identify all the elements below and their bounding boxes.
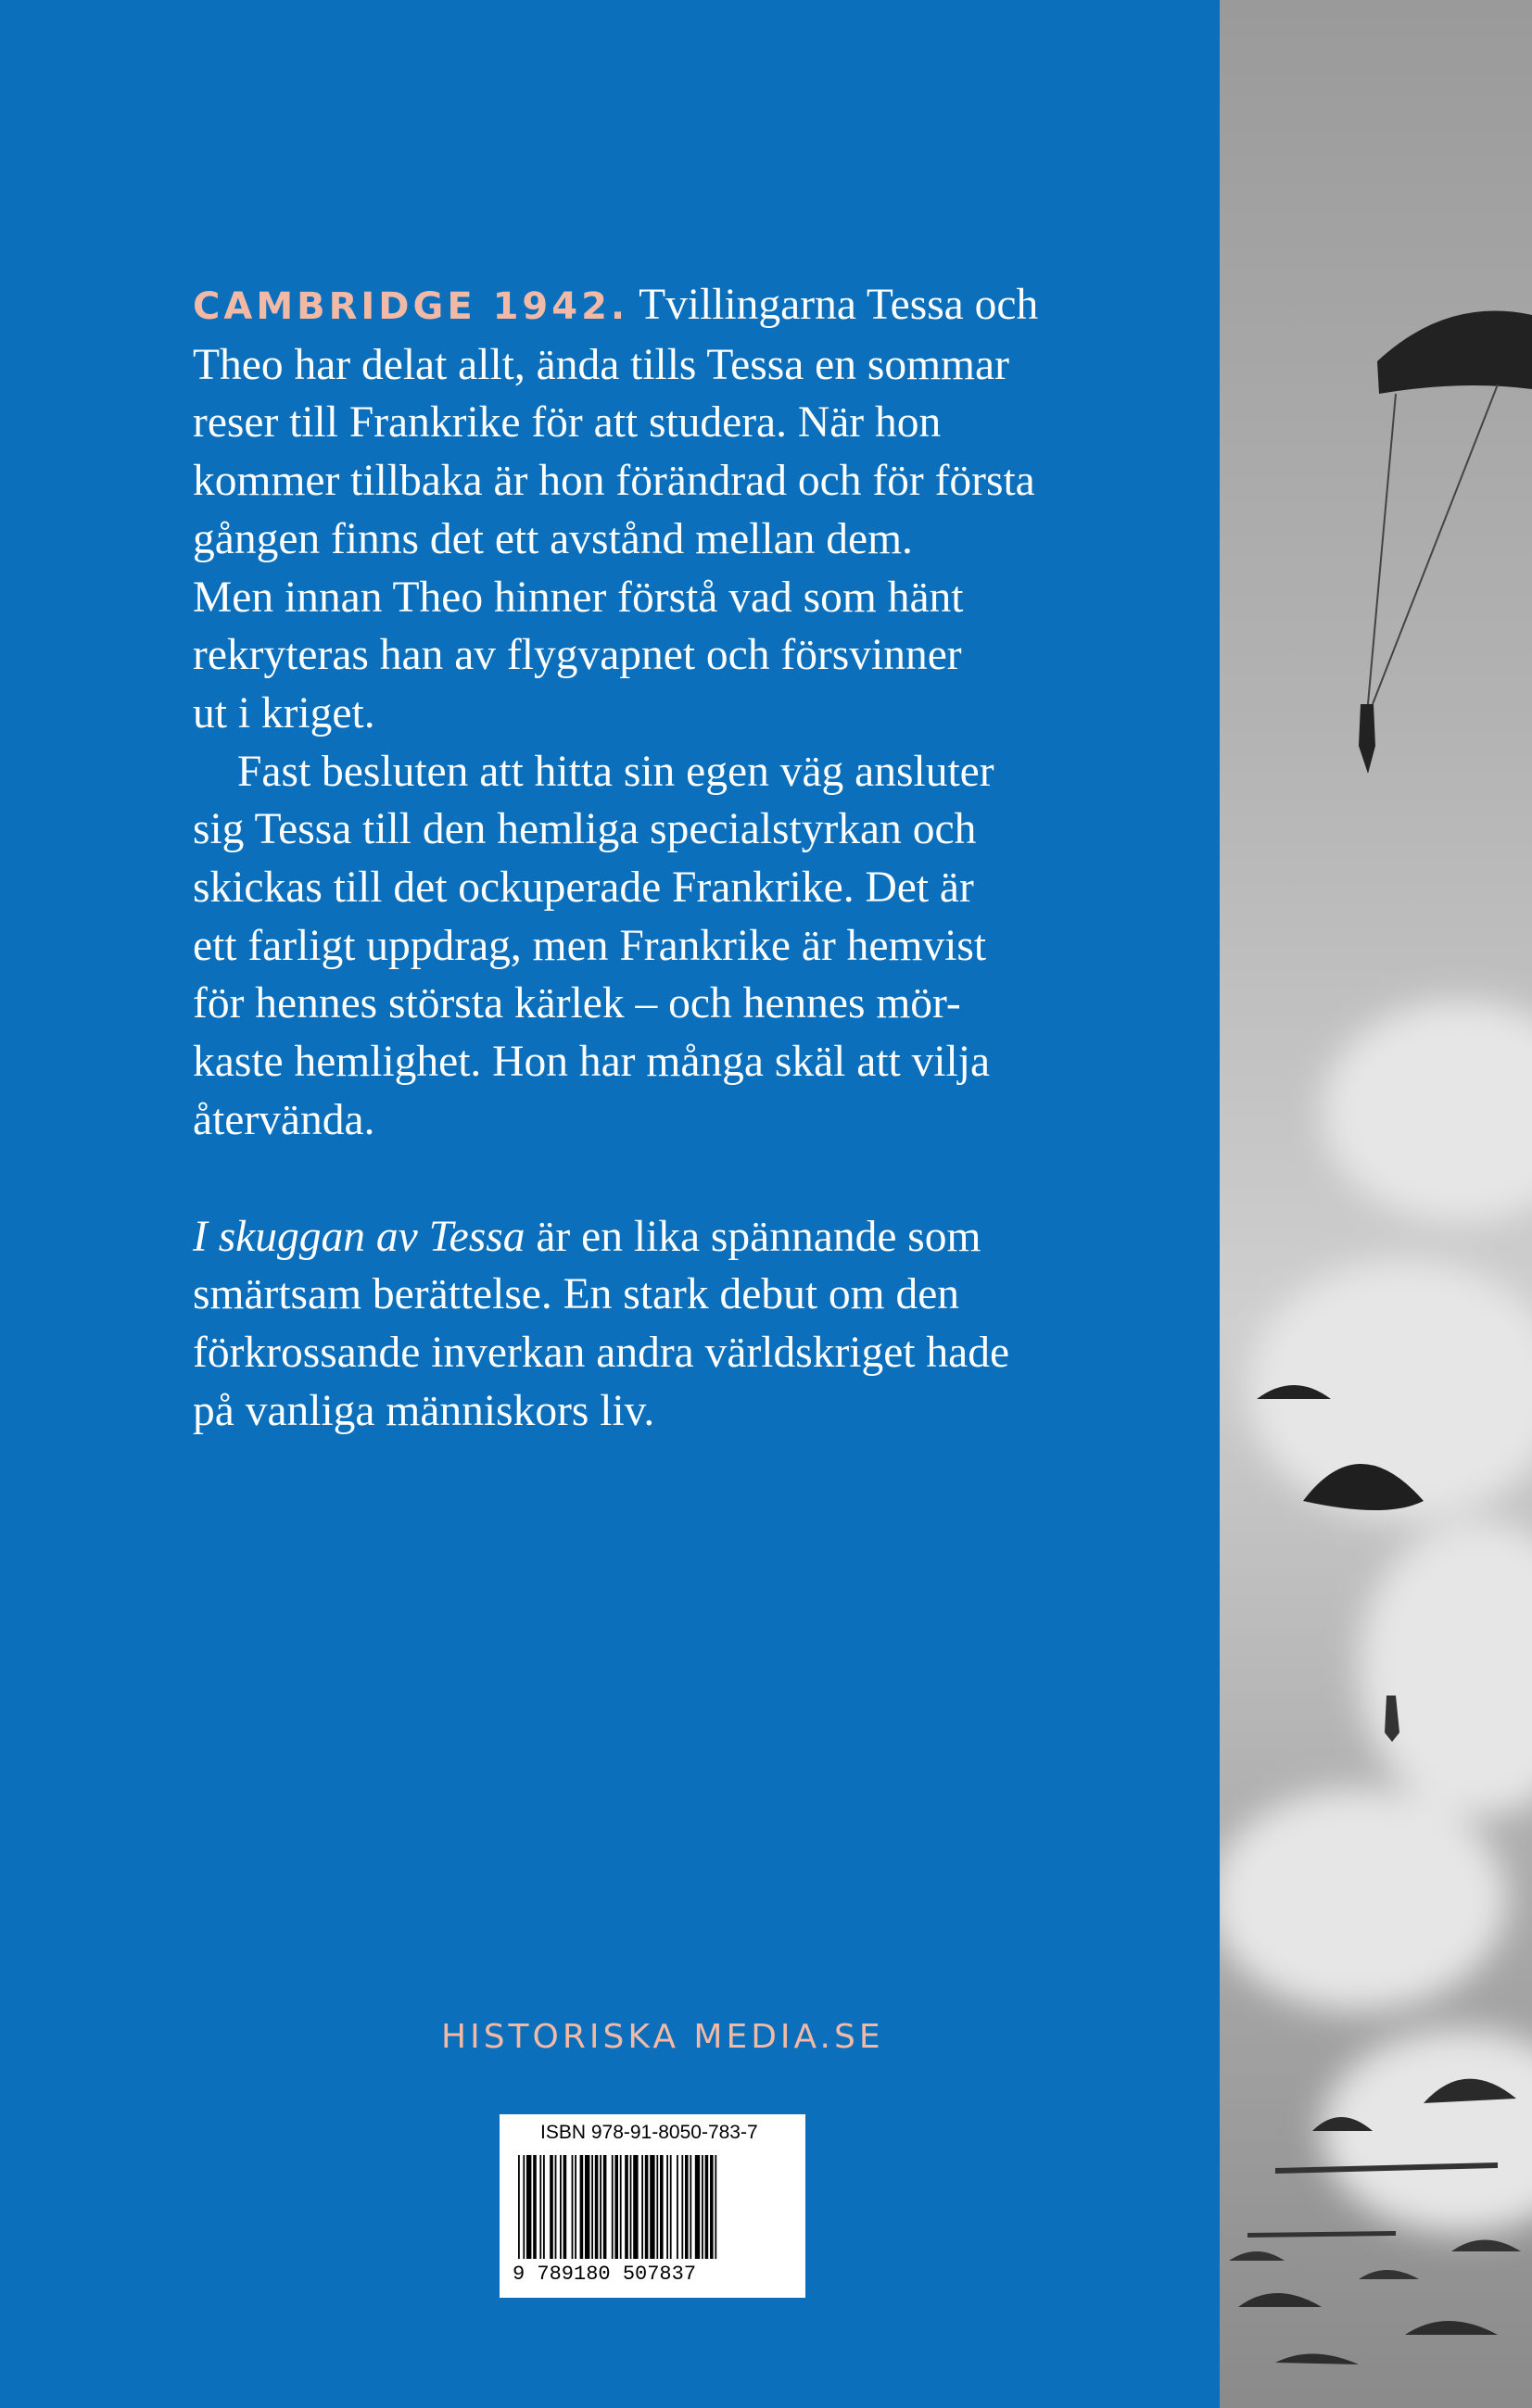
blurb-line: kaste hemlighet. Hon har många skäl att vilja: [193, 1038, 991, 1087]
barcode-bar: [543, 2155, 545, 2259]
barcode-bar: [518, 2155, 520, 2259]
barcode-bar: [591, 2155, 593, 2259]
barcode-bar: [523, 2155, 525, 2259]
blurb-line: gången finns det ett avstånd mellan dem.: [193, 514, 913, 563]
barcode-bar: [595, 2155, 599, 2259]
blurb-line: kommer tillbaka är hon förändrad och för första: [193, 457, 1035, 506]
blurb-line: Theo har delat allt, ända tills Tessa en sommar: [193, 340, 1009, 389]
barcode-bar: [612, 2155, 614, 2259]
blurb-line: på vanliga människors liv.: [193, 1386, 655, 1435]
barcode-bar: [660, 2155, 664, 2259]
book-title: I skuggan av Tessa: [193, 1212, 525, 1261]
barcode-bar: [685, 2155, 689, 2259]
blurb-line: för hennes största kärlek – och hennes mör-: [193, 979, 961, 1028]
barcode-bar: [630, 2155, 632, 2259]
barcode-bar: [666, 2155, 668, 2259]
blurb-text: [193, 276, 1129, 1440]
blurb-line: sig Tessa till den hemliga specialstyrkan och: [193, 805, 977, 854]
barcode-bar: [580, 2155, 584, 2259]
barcode-bar: [539, 2155, 541, 2259]
barcode-bar: [670, 2155, 672, 2259]
barcode-bar: [677, 2155, 678, 2259]
barcode-bar: [705, 2155, 709, 2259]
barcode-bar: [656, 2155, 658, 2259]
blurb-paragraph-1: [193, 276, 1129, 743]
blurb-line: förkrossande inverkan andra världskriget hade: [193, 1328, 1010, 1377]
barcode-bars: [500, 2155, 805, 2264]
publisher-website: HISTORISKA MEDIA.SE: [441, 2018, 884, 2056]
barcode-digits: 9 789180 507837: [513, 2263, 697, 2286]
barcode-bar: [625, 2155, 628, 2259]
blurb-line: Fast besluten att hitta sin egen väg ansluter: [237, 747, 994, 796]
barcode-bar: [575, 2155, 576, 2259]
barcode-bar: [603, 2155, 607, 2259]
barcode-bar: [645, 2155, 649, 2259]
barcode-bar: [526, 2155, 531, 2259]
barcode-bar: [715, 2155, 716, 2259]
barcode-bar: [710, 2155, 714, 2259]
barcode-bar: [614, 2155, 618, 2259]
blurb-line: återvända.: [193, 1095, 375, 1144]
blurb-line: smärtsam berättelse. En stark debut om den: [193, 1270, 960, 1319]
blurb-paragraph-3: [193, 1208, 1129, 1441]
blurb-line: är en lika spännande som: [525, 1212, 981, 1261]
barcode-bar: [641, 2155, 643, 2259]
blurb-line: Tvillingarna Tessa och: [628, 281, 1039, 329]
barcode-bar: [633, 2155, 638, 2259]
barcode-bar: [600, 2155, 601, 2259]
blurb-line: Men innan Theo hinner förstå vad som hänt: [193, 573, 964, 622]
barcode-bar: [695, 2155, 700, 2259]
barcode-bar: [560, 2155, 562, 2259]
isbn-barcode: [500, 2114, 805, 2298]
barcode-bar: [702, 2155, 703, 2259]
barcode-bar: [563, 2155, 567, 2259]
blurb-paragraph-2: [193, 743, 1129, 1150]
isbn-label: ISBN 978-91-8050-783-7: [540, 2122, 758, 2143]
barcode-bar: [620, 2155, 622, 2259]
blurb-line: reser till Frankrike för att studera. När hon: [193, 398, 942, 448]
blurb-line: ut i kriget.: [193, 688, 375, 738]
blurb-line: skickas till det ockuperade Frankrike. Det är: [193, 864, 974, 913]
barcode-bar: [690, 2155, 691, 2259]
blurb-lead: CAMBRIDGE 1942.: [193, 285, 629, 328]
barcode-bar: [585, 2155, 589, 2259]
barcode-bar: [550, 2155, 553, 2259]
barcode-bar: [555, 2155, 557, 2259]
barcode-bar: [681, 2155, 683, 2259]
parachutes-photo: [1220, 0, 1532, 2408]
barcode-bar: [533, 2155, 537, 2259]
barcode-bar: [650, 2155, 654, 2259]
barcode-bar: [572, 2155, 574, 2259]
blurb-line: ett farligt uppdrag, men Frankrike är hemvist: [193, 921, 987, 970]
blurb-line: rekryteras han av flygvapnet och försvinner: [193, 631, 962, 680]
